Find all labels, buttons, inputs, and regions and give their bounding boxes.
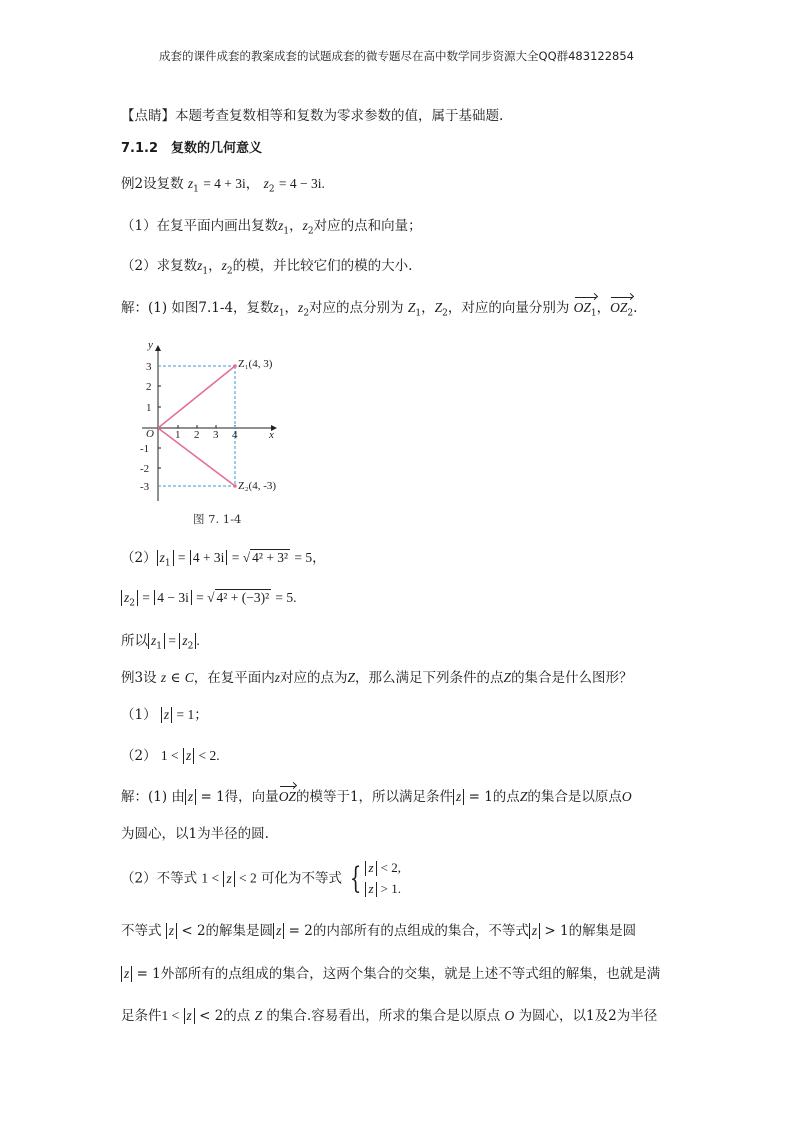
- y-tick-2: 2: [146, 381, 152, 393]
- calc-line1: （2） $z_1 = 4 + 3i$ = √ 4² + 3² = 5，: [121, 550, 326, 569]
- example3-question2: （2） 1 < z < 2.: [121, 748, 220, 764]
- example3-solution1: 解：(1) 由 z = 1得，向量OZ的模等于1，所以满足条件 z = 1的点Z的集合是以原点O: [121, 789, 632, 805]
- example2-statement: 例2设复数 $z_1 = 4 + 3i$， $z_2 = 4 - 3i$.: [121, 176, 325, 195]
- vector-oz1: [158, 366, 235, 428]
- example3-solution1-cont: 为圆心，以1为半径的圆.: [121, 826, 269, 842]
- complex-plane-figure: [138, 336, 288, 508]
- point-z2: [233, 484, 237, 488]
- calc-line3: 所以 $z_1 = z_2$ .: [121, 633, 200, 652]
- system-brace: {: [350, 861, 362, 896]
- section-title: 7.1.2 复数的几何意义: [121, 141, 263, 156]
- example3-question1: （1） z = 1；: [121, 707, 208, 723]
- x-tick-3: 3: [213, 429, 219, 441]
- point-z1: [233, 364, 237, 368]
- example2-question1: （1）在复平面内画出复数$z_1$，$z_2$对应的点和向量；: [121, 218, 422, 237]
- figure-caption: 图 7. 1-4: [193, 512, 242, 526]
- x-tick-4: 4: [232, 429, 238, 441]
- page-header: 成套的课件成套的教案成套的试题成套的微专题尽在高中数学同步资源大全QQ群483122854: [159, 49, 634, 63]
- calc-line2: $z_2 = 4 - 3i$ = √ 4² + (−3)² = 5.: [121, 590, 297, 609]
- review-note: 【点睛】本题考查复数相等和复数为零求参数的值，属于基础题.: [121, 108, 504, 124]
- point-z1-label: Z₁(4, 3): [238, 358, 273, 370]
- y-tick-neg2: -2: [140, 463, 150, 475]
- y-axis-label: y: [148, 339, 153, 351]
- paragraph-line2: z = 1外部所有的点组成的集合，这两个集合的交集，就是上述不等式组的解集，也就是满: [121, 962, 660, 982]
- example2-solution1: 解：(1) 如图7.1-4，复数$z_1$，$z_2$对应的点分别为 $Z_1$，$Z_2$，对应的向量分别为 $OZ_1$，$OZ_2$.: [121, 300, 638, 319]
- y-tick-3: 3: [146, 361, 152, 373]
- example2-question2: （2）求复数$z_1$，$z_2$的模，并比较它们的模的大小.: [121, 258, 413, 277]
- paragraph-line1: 不等式 z < 2的解集是圆 z = 2的内部所有的点组成的集合，不等式 z > 1的解集是圆: [121, 923, 637, 939]
- example3-solution2: （2）不等式 1 < z < 2 可化为不等式 { z < 2, z > 1.: [121, 860, 401, 896]
- origin-label: O: [146, 428, 154, 440]
- x-tick-1: 1: [175, 429, 181, 441]
- point-z2-label: Z₂(4, -3): [238, 480, 277, 492]
- x-axis-label: x: [269, 429, 274, 441]
- x-tick-2: 2: [194, 429, 200, 441]
- paragraph-line3: 足条件1 < z < 2的点 Z 的集合.容易看出，所求的集合是以原点 O 为圆心，以1及2为半径: [121, 1008, 658, 1024]
- example3-statement: 例3设 z ∈ C，在复平面内z对应的点为Z，那么满足下列条件的点Z的集合是什么图形？: [121, 670, 633, 686]
- y-tick-1: 1: [146, 402, 152, 414]
- y-tick-neg1: -1: [140, 443, 150, 455]
- y-tick-neg3: -3: [140, 481, 150, 493]
